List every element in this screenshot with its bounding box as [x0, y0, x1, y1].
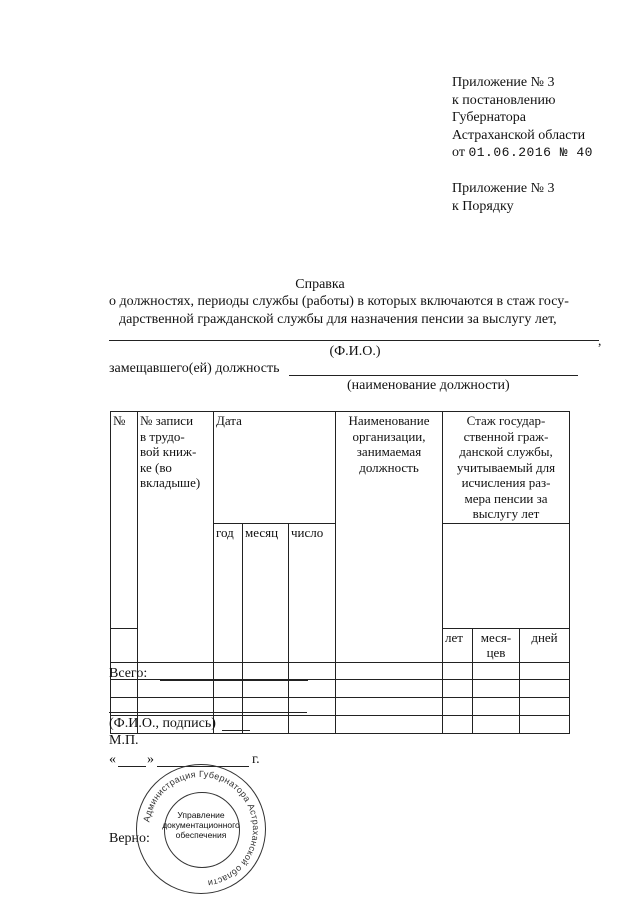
- header-line-1: Приложение № 3: [452, 75, 555, 90]
- col-header-years: лет: [443, 628, 473, 662]
- col-header-stazh: Стаж государ- ственной граж- данской службы, учитываемый для исчисления раз- мера пенсии за выслугу лет: [443, 412, 570, 524]
- position-caption: (наименование должности): [347, 378, 510, 393]
- col-header-day: число: [289, 523, 336, 662]
- signature-caption: (Ф.И.О., подпись): [109, 716, 216, 731]
- svg-text:Администрация Губернатора Астр: Администрация Губернатора Астраханской области: [141, 768, 262, 889]
- date-open-quote: «: [109, 752, 116, 767]
- col-header-days: дней: [520, 628, 570, 662]
- total-label: Всего:: [109, 666, 148, 681]
- header-line-7: к Порядку: [452, 198, 514, 214]
- position-underline[interactable]: [289, 375, 578, 376]
- signature-tail-underline: [222, 730, 250, 731]
- official-stamp: [136, 764, 266, 894]
- col-header-month: месяц: [243, 523, 289, 662]
- stamp-center-text: Управление документационного обеспечения: [162, 810, 240, 840]
- col-header-record: № записи в трудо- вой книж- ке (во вкладыше): [138, 412, 214, 663]
- col-header-date: Дата: [214, 412, 336, 524]
- date-year-suffix: г.: [252, 752, 260, 767]
- date-close-quote: »: [147, 752, 154, 767]
- signature-underline[interactable]: [109, 712, 307, 713]
- col-header-number-tail: [111, 628, 138, 662]
- col-header-months: меся- цев: [473, 628, 520, 662]
- title-line-1: о должностях, периоды службы (работы) в которых включаются в стаж госу-: [109, 294, 569, 309]
- header-line-2: к постановлению: [452, 92, 556, 108]
- fio-caption: (Ф.И.О.): [329, 344, 381, 359]
- table-row[interactable]: [111, 662, 570, 679]
- header-line-4: Астраханской области: [452, 127, 586, 143]
- appendix-header: [452, 74, 593, 162]
- decree-date-stamp: 01.06.2016 № 40: [468, 145, 593, 160]
- position-label: замещавшего(ей) должность: [109, 361, 280, 376]
- total-underline[interactable]: [160, 680, 308, 681]
- title-line-2: дарственной гражданской службы для назначения пенсии за выслугу лет,: [119, 312, 557, 327]
- stazh-spacer: [443, 523, 570, 628]
- header-line-6: Приложение № 3: [452, 181, 555, 196]
- header-line-3: Губернатора: [452, 110, 527, 125]
- col-header-year: год: [214, 523, 243, 662]
- col-header-number: №: [111, 412, 138, 629]
- service-periods-table: [110, 411, 570, 734]
- fio-underline[interactable]: [109, 340, 599, 341]
- fio-comma: ,: [598, 333, 602, 348]
- col-header-organization: Наименование организации, занимаемая должность: [336, 412, 443, 663]
- table-row[interactable]: [111, 679, 570, 697]
- verno-label: Верно:: [109, 831, 150, 846]
- document-title: Справка: [295, 277, 345, 292]
- appendix-header-2: [452, 180, 555, 215]
- header-line-5: от 01.06.2016 № 40: [452, 145, 593, 160]
- seal-place-label: М.П.: [109, 733, 139, 748]
